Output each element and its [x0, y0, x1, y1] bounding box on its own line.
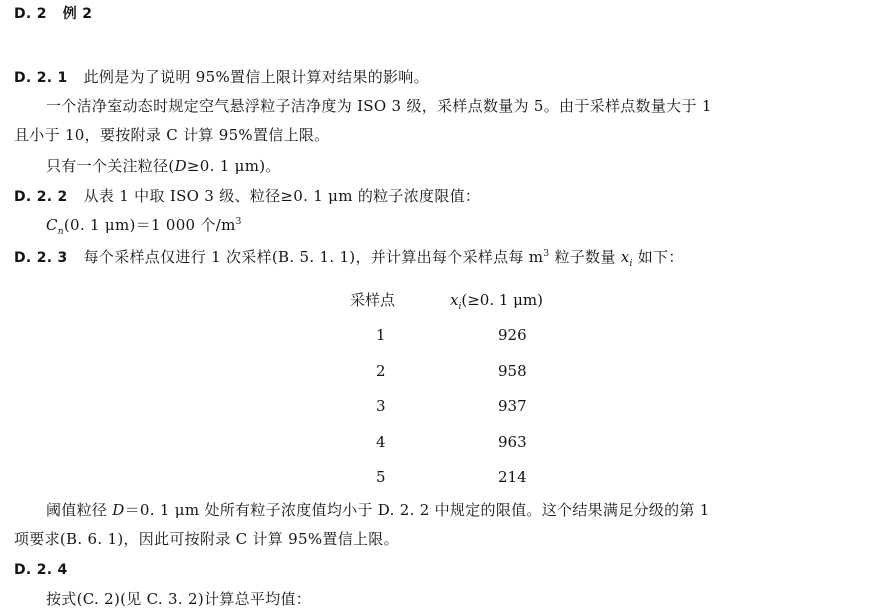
section-heading-d2 — [14, 4, 891, 24]
sample-table — [336, 282, 600, 495]
text-fragment: 只有一个关注粒径( — [46, 157, 175, 175]
cell-sample-point: 4 — [376, 432, 386, 451]
text-fragment: 如下： — [632, 248, 684, 266]
clause-number: D. 2. 4 — [14, 562, 68, 578]
column-header-sample-point: 采样点 — [350, 290, 396, 309]
text-fragment: 阈值粒径 — [46, 501, 113, 519]
cell-value: 214 — [498, 468, 527, 487]
clause-d2-1 — [14, 67, 891, 88]
text-fragment: ＝0. 1 μm 处所有粒子浓度值均小于 D. 2. 2 中规定的限值。这个结果满足分级的第 1 — [124, 501, 710, 519]
section-number: D. 2 — [14, 6, 47, 22]
cell-sample-point: 2 — [376, 361, 386, 380]
clause-d2-2 — [14, 186, 891, 207]
cell-sample-point: 1 — [376, 326, 386, 345]
section-title: 例 2 — [62, 6, 93, 22]
subscript: i — [629, 259, 633, 269]
variable: D — [174, 157, 187, 175]
paragraph-line: 按式(C. 2)(见 C. 3. 2)计算总平均值： — [46, 590, 312, 608]
formula-line — [46, 215, 891, 235]
variable: D — [112, 501, 125, 519]
cell-sample-point: 3 — [376, 397, 386, 416]
column-header-concentration — [450, 282, 600, 318]
cell-value: 963 — [498, 432, 527, 451]
text-fragment: 粒子数量 — [549, 248, 621, 266]
paragraph-line: 且小于 10，要按附录 C 计算 95%置信上限。 — [14, 126, 330, 144]
superscript: 3 — [235, 217, 242, 227]
formula-text: (0. 1 μm)＝1 000 个/m — [63, 216, 236, 234]
clause-number: D. 2. 2 — [14, 189, 68, 205]
variable: x — [620, 248, 630, 266]
clause-d2-4 — [14, 560, 891, 580]
paragraph-line: 项要求(B. 6. 1)，因此可按附录 C 计算 95%置信上限。 — [14, 530, 399, 548]
clause-number: D. 2. 1 — [14, 70, 68, 86]
table-row — [336, 424, 600, 460]
paragraph-line: 一个洁净室动态时规定空气悬浮粒子洁净度为 ISO 3 级，采样点数量为 5。由于采样点数量大于 1 — [46, 97, 712, 115]
subscript: i — [458, 301, 462, 312]
table-header-row — [336, 282, 600, 318]
clause-text: 每个采样点仅进行 1 次采样(B. 5. 1. 1)，并计算出每个采样点每 m — [83, 248, 544, 266]
text-fragment: ≥0. 1 μm)。 — [186, 157, 281, 175]
clause-number: D. 2. 3 — [14, 250, 68, 266]
cell-value: 926 — [498, 326, 527, 345]
subscript: n — [57, 227, 64, 237]
table-row — [336, 318, 600, 354]
paragraph-line — [46, 500, 891, 520]
cell-value: 958 — [498, 361, 527, 380]
table-row — [336, 389, 600, 425]
cell-value: 937 — [498, 397, 527, 416]
clause-text: 此例是为了说明 95%置信上限计算对结果的影响。 — [83, 68, 429, 86]
paragraph-line — [46, 156, 891, 176]
superscript: 3 — [543, 249, 550, 259]
variable: C — [46, 216, 58, 234]
cell-sample-point: 5 — [376, 468, 386, 487]
table-row — [336, 353, 600, 389]
clause-d2-3 — [14, 247, 891, 268]
clause-text: 从表 1 中取 ISO 3 级、粒径≥0. 1 μm 的粒子浓度限值： — [83, 187, 481, 205]
header-text: (≥0. 1 μm) — [461, 290, 543, 309]
table-row — [336, 460, 600, 496]
variable: x — [450, 290, 459, 309]
